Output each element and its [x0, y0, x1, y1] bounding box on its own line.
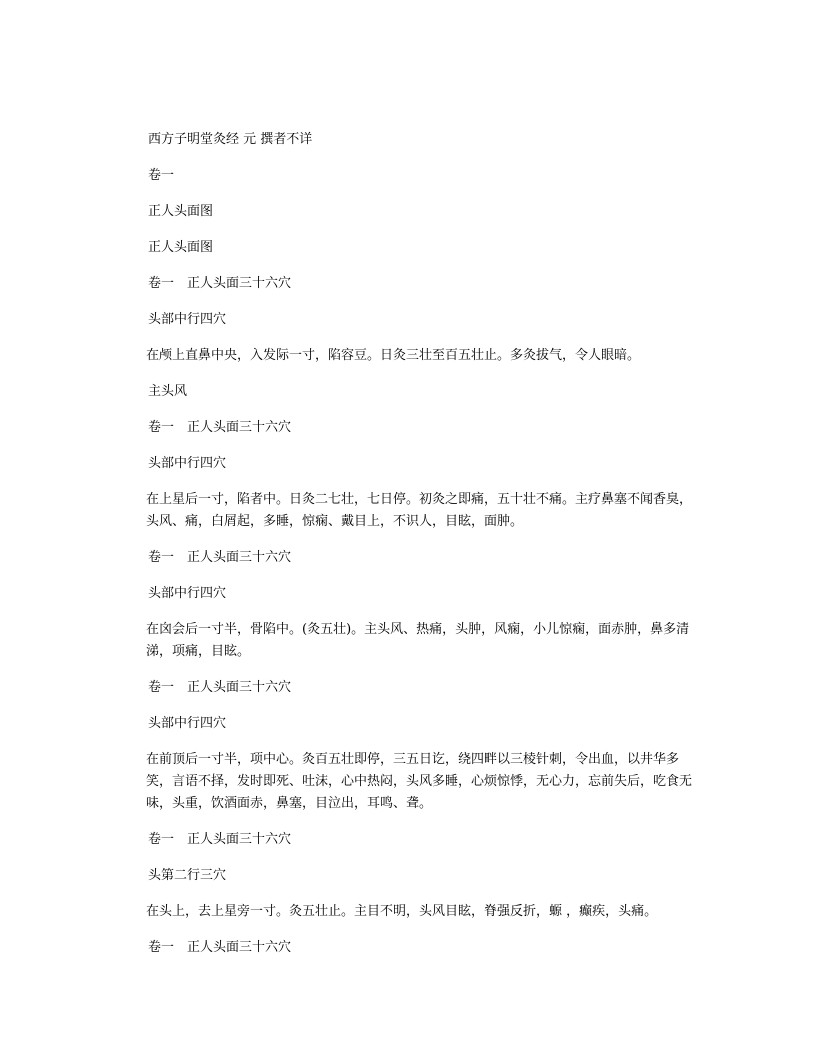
section-heading: 卷一 正人头面三十六穴 — [148, 276, 292, 291]
subsection-heading: 头第二行三穴 — [148, 868, 227, 883]
body-paragraph: 在囟会后一寸半，骨陷中。(灸五壮)。主头风、热痛，头肿，风痫，小儿惊痫，面赤肿，鼻多清涕，项痛，目眩。 — [146, 622, 690, 659]
subsection-heading: 头部中行四穴 — [148, 456, 227, 471]
figure-caption: 正人头面图 — [148, 240, 214, 255]
section-heading: 卷一 正人头面三十六穴 — [148, 680, 292, 695]
document-title: 西方子明堂灸经 元 撰者不详 — [148, 132, 313, 147]
indication-line: 主头风 — [148, 384, 188, 399]
subsection-heading: 头部中行四穴 — [148, 586, 227, 601]
figure-caption: 正人头面图 — [148, 204, 214, 219]
volume-heading: 卷一 — [148, 168, 175, 183]
section-heading: 卷一 正人头面三十六穴 — [148, 420, 292, 435]
body-paragraph: 在前顶后一寸半，项中心。灸百五壮即停，三五日讫，绕四畔以三棱针刺，令出血，以井华多笑，言语不择，发时即死、吐沫，心中热闷，头风多睡，心烦惊悸，无心力，忘前失后，吃食无味，头重，饮酒面赤，鼻塞，目泣出，耳鸣、聋。 — [146, 752, 693, 811]
body-paragraph: 在头上，去上星旁一寸。灸五壮止。主目不明，头风目眩，脊强反折，螈 ，癫疾，头痛。 — [146, 904, 658, 919]
section-heading: 卷一 正人头面三十六穴 — [148, 832, 292, 847]
subsection-heading: 头部中行四穴 — [148, 312, 227, 327]
section-heading: 卷一 正人头面三十六穴 — [148, 550, 292, 565]
body-paragraph: 在颅上直鼻中央，入发际一寸，陷容豆。日灸三壮至百五壮止。多灸拔气，令人眼暗。 — [146, 348, 641, 363]
subsection-heading: 头部中行四穴 — [148, 716, 227, 731]
document-body — [148, 129, 698, 973]
body-paragraph: 在上星后一寸，陷者中。日灸二七壮，七日停。初灸之即痛，五十壮不痛。主疗鼻塞不闻香臭，头风、痛，白屑起，多睡，惊痫、戴目上，不识人，目眩，面肿。 — [146, 492, 693, 529]
section-heading: 卷一 正人头面三十六穴 — [148, 940, 292, 955]
